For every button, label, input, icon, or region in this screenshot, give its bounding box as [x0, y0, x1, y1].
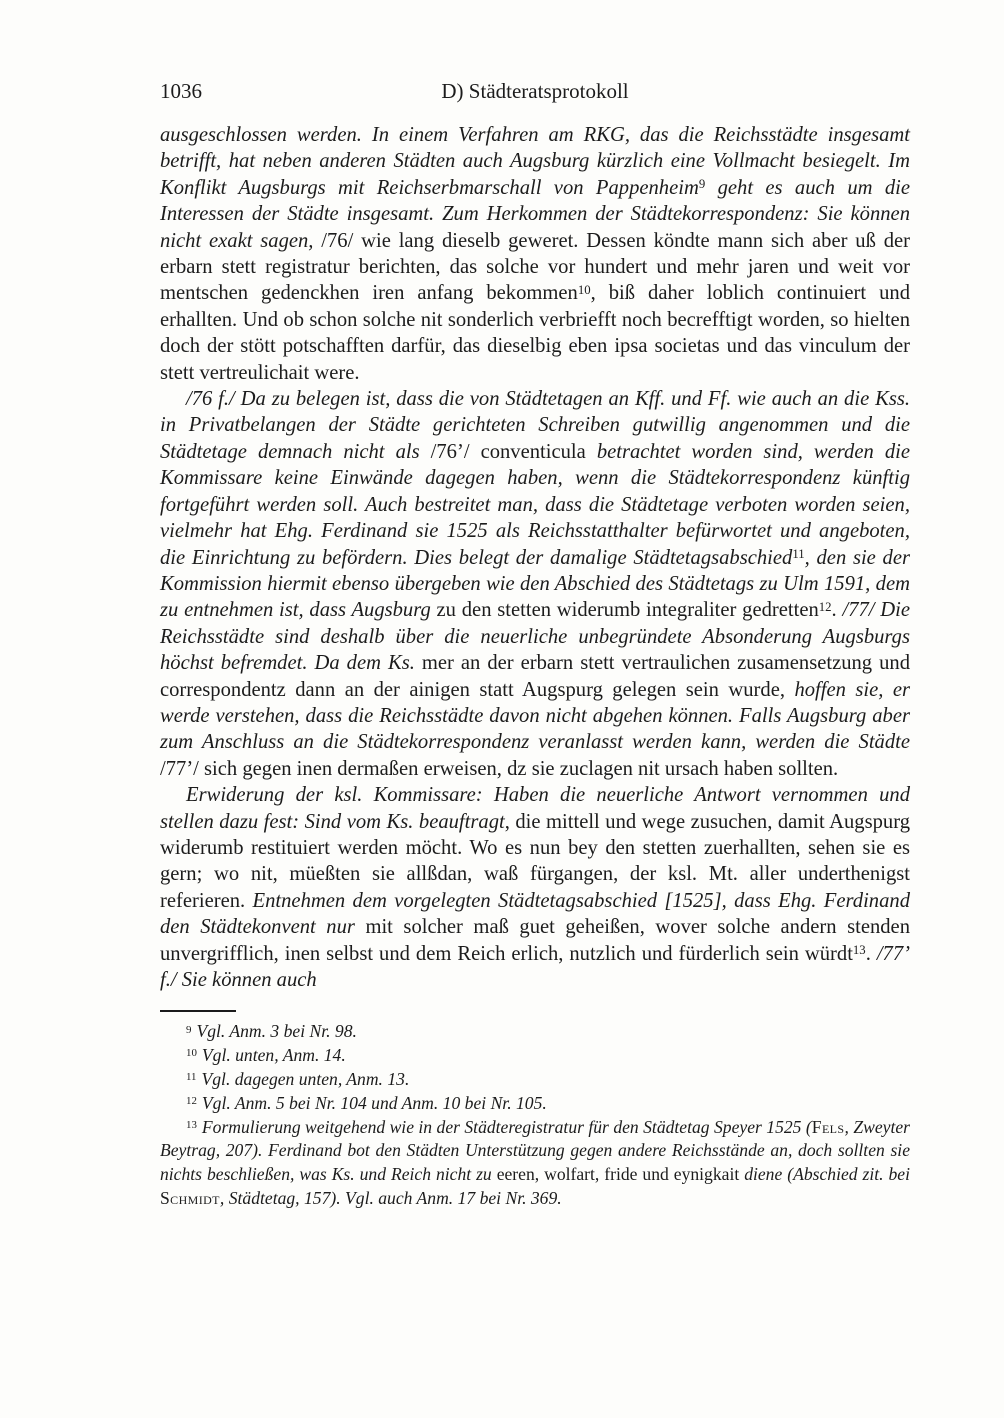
text-segment: /76 f./ Da zu belegen ist, dass die von Städtetagen an Kff. und Ff. wie auch an die Kss. in Privatbelangen der Städte gerichteten Schreiben gutwillig angenommen und die Städtetage demnach nicht als [160, 388, 910, 463]
text-segment: Erwiderung der ksl. Kommissare: Haben die neuerliche Antwort vernommen und stellen dazu fest: Sind vom Ks. beauftragt [160, 784, 910, 833]
text-segment: hoffen sie, er werde verstehen, dass die Reichsstädte davon nicht abgehen können. Falls Augsburg aber zum Anschluss an die Städtekorrespondenz veranlasst werden kann, werden die Städte [160, 678, 910, 754]
text-segment: . [865, 942, 877, 965]
text-segment: zu den stetten widerumb integraliter gedretten [436, 599, 819, 622]
footnote-number: 13 [186, 1118, 197, 1131]
text-segment: betrachtet worden sind, werden die Kommissare keine Einwände dagegen haben, wenn die Städtekorrespondenz künftig fortgeführt werden soll. Auch bestreitet man, dass die Städtetage verboten worden seien, vielmehr hat Ehg. Ferdinand sie 1525 als Reichsstatthalter befürwortet und angeboten, die Einrichtung zu befördern. Dies belegt der damalige Städtetagsabschied [160, 440, 910, 569]
footnote [160, 1116, 910, 1211]
text-segment: /77/ Die Reichsstädte sind deshalb über die neuerliche unbegründete Absonderung Augsburgs höchst befremdet. Da dem Ks. [160, 599, 911, 675]
footnote-ref: 13 [852, 942, 866, 957]
footnote-number: 11 [186, 1071, 197, 1084]
text-segment: Formulierung weitgehend wie in der Städteregistratur für den Städtetag Speyer 1525 ( [201, 1116, 812, 1137]
footnote-ref: 11 [792, 546, 805, 561]
text-segment: mit solcher maß guet geheißen, wover solche andern stenden unvergrifflich, inen selbst und dem Reich erlich, nutzlich und fürderlich sein würdt [160, 916, 910, 965]
text-segment: ausgeschlossen werden. In einem Verfahren am RKG, das die Reichsstädte insgesamt betrifft, hat neben anderen Städten auch Augsburg kürzlich eine Vollmacht besiegelt. Im Konflikt Augsburgs mit Reichserbmarschall von Pappenheim [160, 124, 910, 199]
footnote-number: 9 [186, 1023, 192, 1036]
footnote [160, 1092, 910, 1116]
footnotes-section [160, 1010, 910, 1210]
text-segment: eeren, wolfart, fride und eynigkait [496, 1164, 745, 1185]
page-number: 1036 [160, 79, 202, 103]
text-segment: mer an der erbarn stett vertraulichen zusamensetzung und correspondentz dann an der ainigen statt Augspurg gelegen sein wurde, [160, 652, 910, 701]
running-header [160, 78, 910, 104]
footnote-number: 12 [186, 1094, 197, 1107]
text-segment: , die mittell und wege zusuchen, damit Augspurg widerumb restituiert werden möcht. Wo es nun bey den stetten zuerhallten, sehen sie es gern; wo nit, müeßten sie allßdan, waß fürgangen, der ksl. Mt. aller underthenigst referieren. [160, 810, 910, 912]
text-segment: , den sie der Kommission hiermit ebenso übergeben wie den Abschied des Städtetags zu Ulm 1591, dem zu entnehmen ist, dass Augsburg [160, 546, 910, 622]
footnote-number: 10 [186, 1047, 197, 1060]
running-head-title: D) Städteratsprotokoll [441, 79, 629, 103]
footnote [160, 1044, 910, 1068]
footnote-list [160, 1020, 910, 1210]
text-segment: Fels [811, 1116, 845, 1137]
text-segment: geht es auch um die Interessen der Städte insgesamt. Zum Herkommen der Städtekorrespondenz: Sie können nicht exakt sagen, [160, 176, 911, 252]
footnote [160, 1020, 910, 1044]
text-segment: Entnehmen dem vorgelegten Städtetagsabschied [1525], dass Ehg. Ferdinand den Städtekonvent nur [160, 889, 910, 939]
text-segment: Vgl. dagegen unten, Anm. 13. [201, 1069, 410, 1089]
footnote-ref: 10 [577, 282, 591, 297]
text-segment: diene (Abschied zit. bei [744, 1164, 910, 1185]
text-segment: . [831, 599, 843, 622]
footnote-separator [160, 1010, 236, 1012]
text-segment: /76’/ conventicula [430, 440, 597, 463]
footnote [160, 1068, 910, 1092]
paragraph [160, 386, 910, 782]
body-text [160, 122, 910, 993]
text-segment: Vgl. Anm. 3 bei Nr. 98. [196, 1021, 357, 1042]
footnote-ref: 12 [818, 599, 832, 614]
footnote-ref: 9 [698, 177, 706, 192]
text-segment: /77’/ sich gegen inen dermaßen erweisen, dz sie zuclagen nit ursach haben sollten. [160, 757, 839, 780]
text-segment: , Städtetag, 157). Vgl. auch Anm. 17 bei Nr. 369. [219, 1187, 562, 1208]
paragraph [160, 782, 910, 993]
text-segment: , biß daher loblich continuiert und erhallten. Und ob schon solche nit sonderlich verbriefft noch becrefftigt worden, so hielten doch der stött potschafften darfür, das dieselbig eben ipsa societas und das vinculum der stett vertreulichait were. [160, 282, 910, 384]
text-segment: , Zweyter Beytrag, 207). Ferdinand bot den Städten Unterstützung gegen andere Reichsstände an, doch sollten sie nichts beschließen, was Ks. und Reich nicht zu [160, 1116, 910, 1185]
text-segment: Vgl. Anm. 5 bei Nr. 104 und Anm. 10 bei Nr. 105. [201, 1092, 547, 1113]
paragraph [160, 122, 910, 386]
text-segment: Vgl. unten, Anm. 14. [201, 1045, 346, 1066]
text-segment: /76/ wie lang dieselb geweret. Dessen köndte mann sich aber uß der erbarn stett registratur berichten, das solche vor hundert und mehr jaren und weit vor mentschen gedenckhen iren anfang bekommen [160, 229, 910, 305]
text-segment: Schmidt [160, 1187, 220, 1208]
text-segment: /77’ f./ Sie können auch [160, 942, 910, 991]
